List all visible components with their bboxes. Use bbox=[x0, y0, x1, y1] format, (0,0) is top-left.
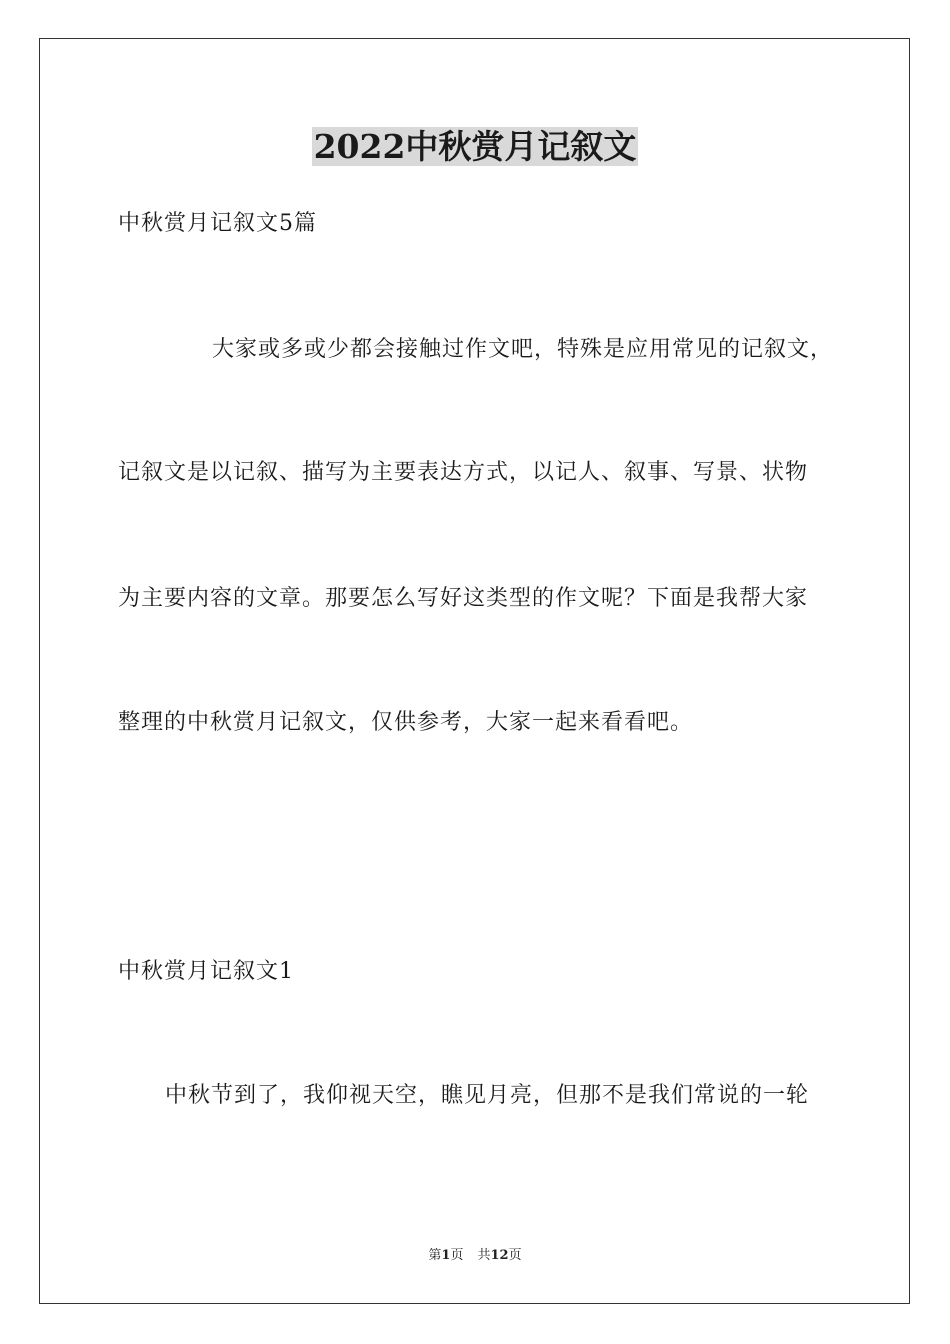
footer-total-unit: 页 bbox=[508, 1248, 522, 1263]
footer-page-unit: 页 bbox=[450, 1248, 464, 1263]
intro-line-1: 大家或多或少都会接触过作文吧，特殊是应用常见的记叙文， bbox=[212, 337, 834, 362]
page-footer bbox=[0, 1247, 950, 1265]
footer-total-prefix: 共 bbox=[477, 1248, 491, 1263]
footer-page-current: 1 bbox=[441, 1248, 451, 1263]
section-heading: 中秋赏月记叙文1 bbox=[118, 959, 294, 984]
intro-line-2: 记叙文是以记叙、描写为主要表达方式，以记人、叙事、写景、状物 bbox=[118, 460, 809, 485]
footer-page-prefix: 第 bbox=[428, 1248, 442, 1263]
footer-page-total: 12 bbox=[490, 1248, 509, 1263]
section-body-line-1: 中秋节到了，我仰视天空，瞧见月亮，但那不是我们常说的一轮 bbox=[165, 1083, 810, 1108]
document-title-text: 2022中秋赏月记叙文 bbox=[313, 127, 637, 166]
intro-line-4: 整理的中秋赏月记叙文，仅供参考，大家一起来看看吧。 bbox=[118, 710, 694, 735]
document-subtitle: 中秋赏月记叙文5篇 bbox=[118, 211, 317, 236]
document-title bbox=[0, 124, 950, 170]
intro-line-3: 为主要内容的文章。那要怎么写好这类型的作文呢？下面是我帮大家 bbox=[118, 586, 809, 611]
